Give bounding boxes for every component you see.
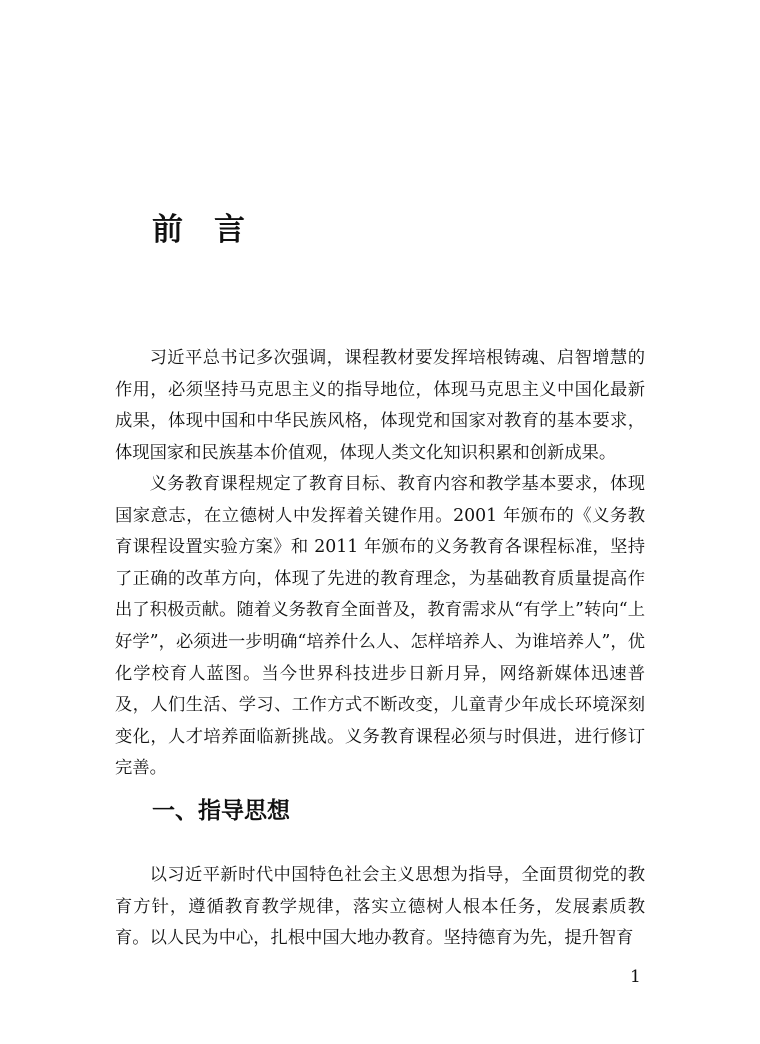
preface-paragraph-1: 习近平总书记多次强调，课程教材要发挥培根铸魂、启智增慧的作用，必须坚持马克思主义的指导地位，体现马克思主义中国化最新成果，体现中国和中华民族风格，体现党和国家对教育的基本要求，体现国家和民族基本价值观，体现人类文化知识积累和创新成果。 xyxy=(115,348,645,463)
page-title: 前 言 xyxy=(152,212,245,248)
section-heading: 一、指导思想 xyxy=(152,797,290,824)
page-number: 1 xyxy=(630,967,641,987)
section-paragraph: 以习近平新时代中国特色社会主义思想为指导，全面贯彻党的教育方针，遵循教育教学规律，落实立德树人根本任务，发展素质教育。以人民为中心，扎根中国大地办教育。坚持德育为先，提升智育 xyxy=(115,865,645,949)
preface-paragraph-2: 义务教育课程规定了教育目标、教育内容和教学基本要求，体现国家意志，在立德树人中发挥着关键作用。2001 年颁布的《义务教育课程设置实验方案》和 2011 年颁布的义务教育各课程标准，坚持了正确的改革方向，体现了先进的教育理念，为基础教育质量提高作出了积极贡献。随着义务教育全面普及，教育需求从“有学上”转向“上好学”，必须进一步明确“培养什么人、怎样培养人、为谁培养人”，优化学校育人蓝图。当今世界科技进步日新月异，网络新媒体迅速普及，人们生活、学习、工作方式不断改变，儿童青少年成长环境深刻变化，人才培养面临新挑战。义务教育课程必须与时俱进，进行修订完善。 xyxy=(115,474,645,779)
